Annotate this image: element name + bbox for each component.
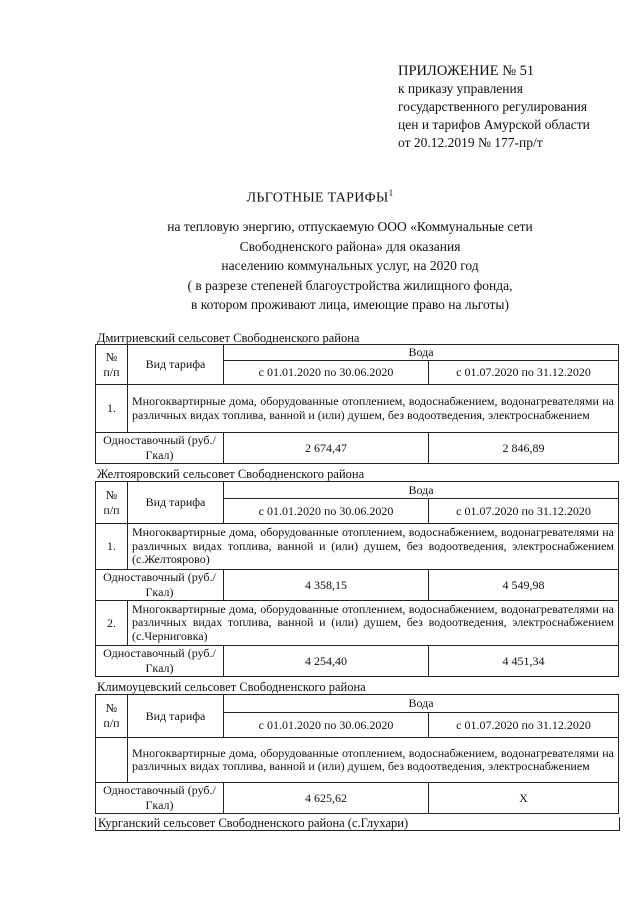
section-title: Курганский сельсовет Свободненского района (с.Глухари) <box>95 817 620 831</box>
rate-value-period-1: 2 674,47 <box>224 433 429 464</box>
tariff-table <box>95 344 619 464</box>
row-description: Многоквартирные дома, оборудованные отоплением, водоснабжением, водонагревателями на различных видах топлива, ванной и (или) душем, без водоотведения, электроснабжением <box>128 385 619 433</box>
appendix-block <box>398 62 633 152</box>
header-num: № п/п <box>96 695 128 738</box>
appendix-line: государственного регулирования <box>398 99 588 114</box>
rate-value-period-2: 2 846,89 <box>429 433 619 464</box>
rate-label: Одноставочный (руб./Гкал) <box>96 783 224 814</box>
subtitle-line: ( в разрезе степеней благоустройства жилищного фонда, <box>187 277 513 293</box>
appendix-title: ПРИЛОЖЕНИЕ № 51 <box>398 63 535 79</box>
row-num <box>96 738 128 783</box>
section-title: Дмитриевский сельсовет Свободненского района <box>97 331 360 345</box>
document-title <box>0 188 640 207</box>
subtitle-line: населению коммунальных услуг, на 2020 год <box>221 258 479 273</box>
rate-value-period-2: Х <box>429 783 619 814</box>
header-type: Вид тарифа <box>128 345 224 385</box>
header-num: № п/п <box>96 345 128 385</box>
rate-value-period-1: 4 625,62 <box>224 783 429 814</box>
footnote-mark: 1 <box>388 188 394 198</box>
appendix-line: от 20.12.2019 № 177-пр/т <box>398 135 543 150</box>
header-resource: Вода <box>224 345 619 361</box>
appendix-line: к приказу управления <box>398 81 523 96</box>
header-period-2: с 01.07.2020 по 31.12.2020 <box>429 361 619 385</box>
row-num: 2. <box>96 601 128 646</box>
row-num: 1. <box>96 524 128 570</box>
subtitle-line: Свободненского района» для оказания <box>239 238 461 254</box>
header-num: № п/п <box>96 482 128 524</box>
rate-value-period-2: 4 549,98 <box>429 570 619 601</box>
appendix-line: цен и тарифов Амурской области <box>398 117 590 132</box>
header-resource: Вода <box>224 695 619 713</box>
rate-value-period-1: 4 254,40 <box>224 646 429 677</box>
document-subtitle <box>130 217 570 315</box>
row-num: 1. <box>96 385 128 433</box>
header-type: Вид тарифа <box>128 482 224 524</box>
header-resource: Вода <box>224 482 619 499</box>
row-description: Многоквартирные дома, оборудованные отоплением, водоснабжением, водонагревателями на различных видах топлива, ванной и (или) душем, без водоотведения, электроснабжением <box>128 738 619 783</box>
document-title-text: ЛЬГОТНЫЕ ТАРИФЫ <box>246 190 389 206</box>
section-title: Климоуцевский сельсовет Свободненского района <box>97 680 366 694</box>
rate-value-period-2: 4 451,34 <box>429 646 619 677</box>
rate-label: Одноставочный (руб./Гкал) <box>96 570 224 601</box>
header-period-2: с 01.07.2020 по 31.12.2020 <box>429 499 619 524</box>
subtitle-line: на тепловую энергию, отпускаемую ООО «Коммунальные сети <box>167 219 533 234</box>
header-type: Вид тарифа <box>128 695 224 738</box>
row-description: Многоквартирные дома, оборудованные отоплением, водоснабжением, водонагревателями на различных видах топлива, ванной и (или) душем, без водоотведения, электроснабжением (с.Желтоярово) <box>128 524 619 570</box>
row-description: Многоквартирные дома, оборудованные отоплением, водоснабжением, водонагревателями на различных видах топлива, ванной и (или) душем, без водоотведения, электроснабжением (с.Черниговка) <box>128 601 619 646</box>
header-period-1: с 01.01.2020 по 30.06.2020 <box>224 713 429 738</box>
subtitle-line: в котором проживают лица, имеющие право на льготы) <box>191 297 509 312</box>
rate-label: Одноставочный (руб./Гкал) <box>96 646 224 677</box>
section-title: Желтояровский сельсовет Свободненского района <box>97 467 365 481</box>
rate-label: Одноставочный (руб./Гкал) <box>96 433 224 464</box>
rate-value-period-1: 4 358,15 <box>224 570 429 601</box>
tariff-table <box>95 481 619 677</box>
tariff-table <box>95 694 619 814</box>
header-period-2: с 01.07.2020 по 31.12.2020 <box>429 713 619 738</box>
header-period-1: с 01.01.2020 по 30.06.2020 <box>224 361 429 385</box>
header-period-1: с 01.01.2020 по 30.06.2020 <box>224 499 429 524</box>
